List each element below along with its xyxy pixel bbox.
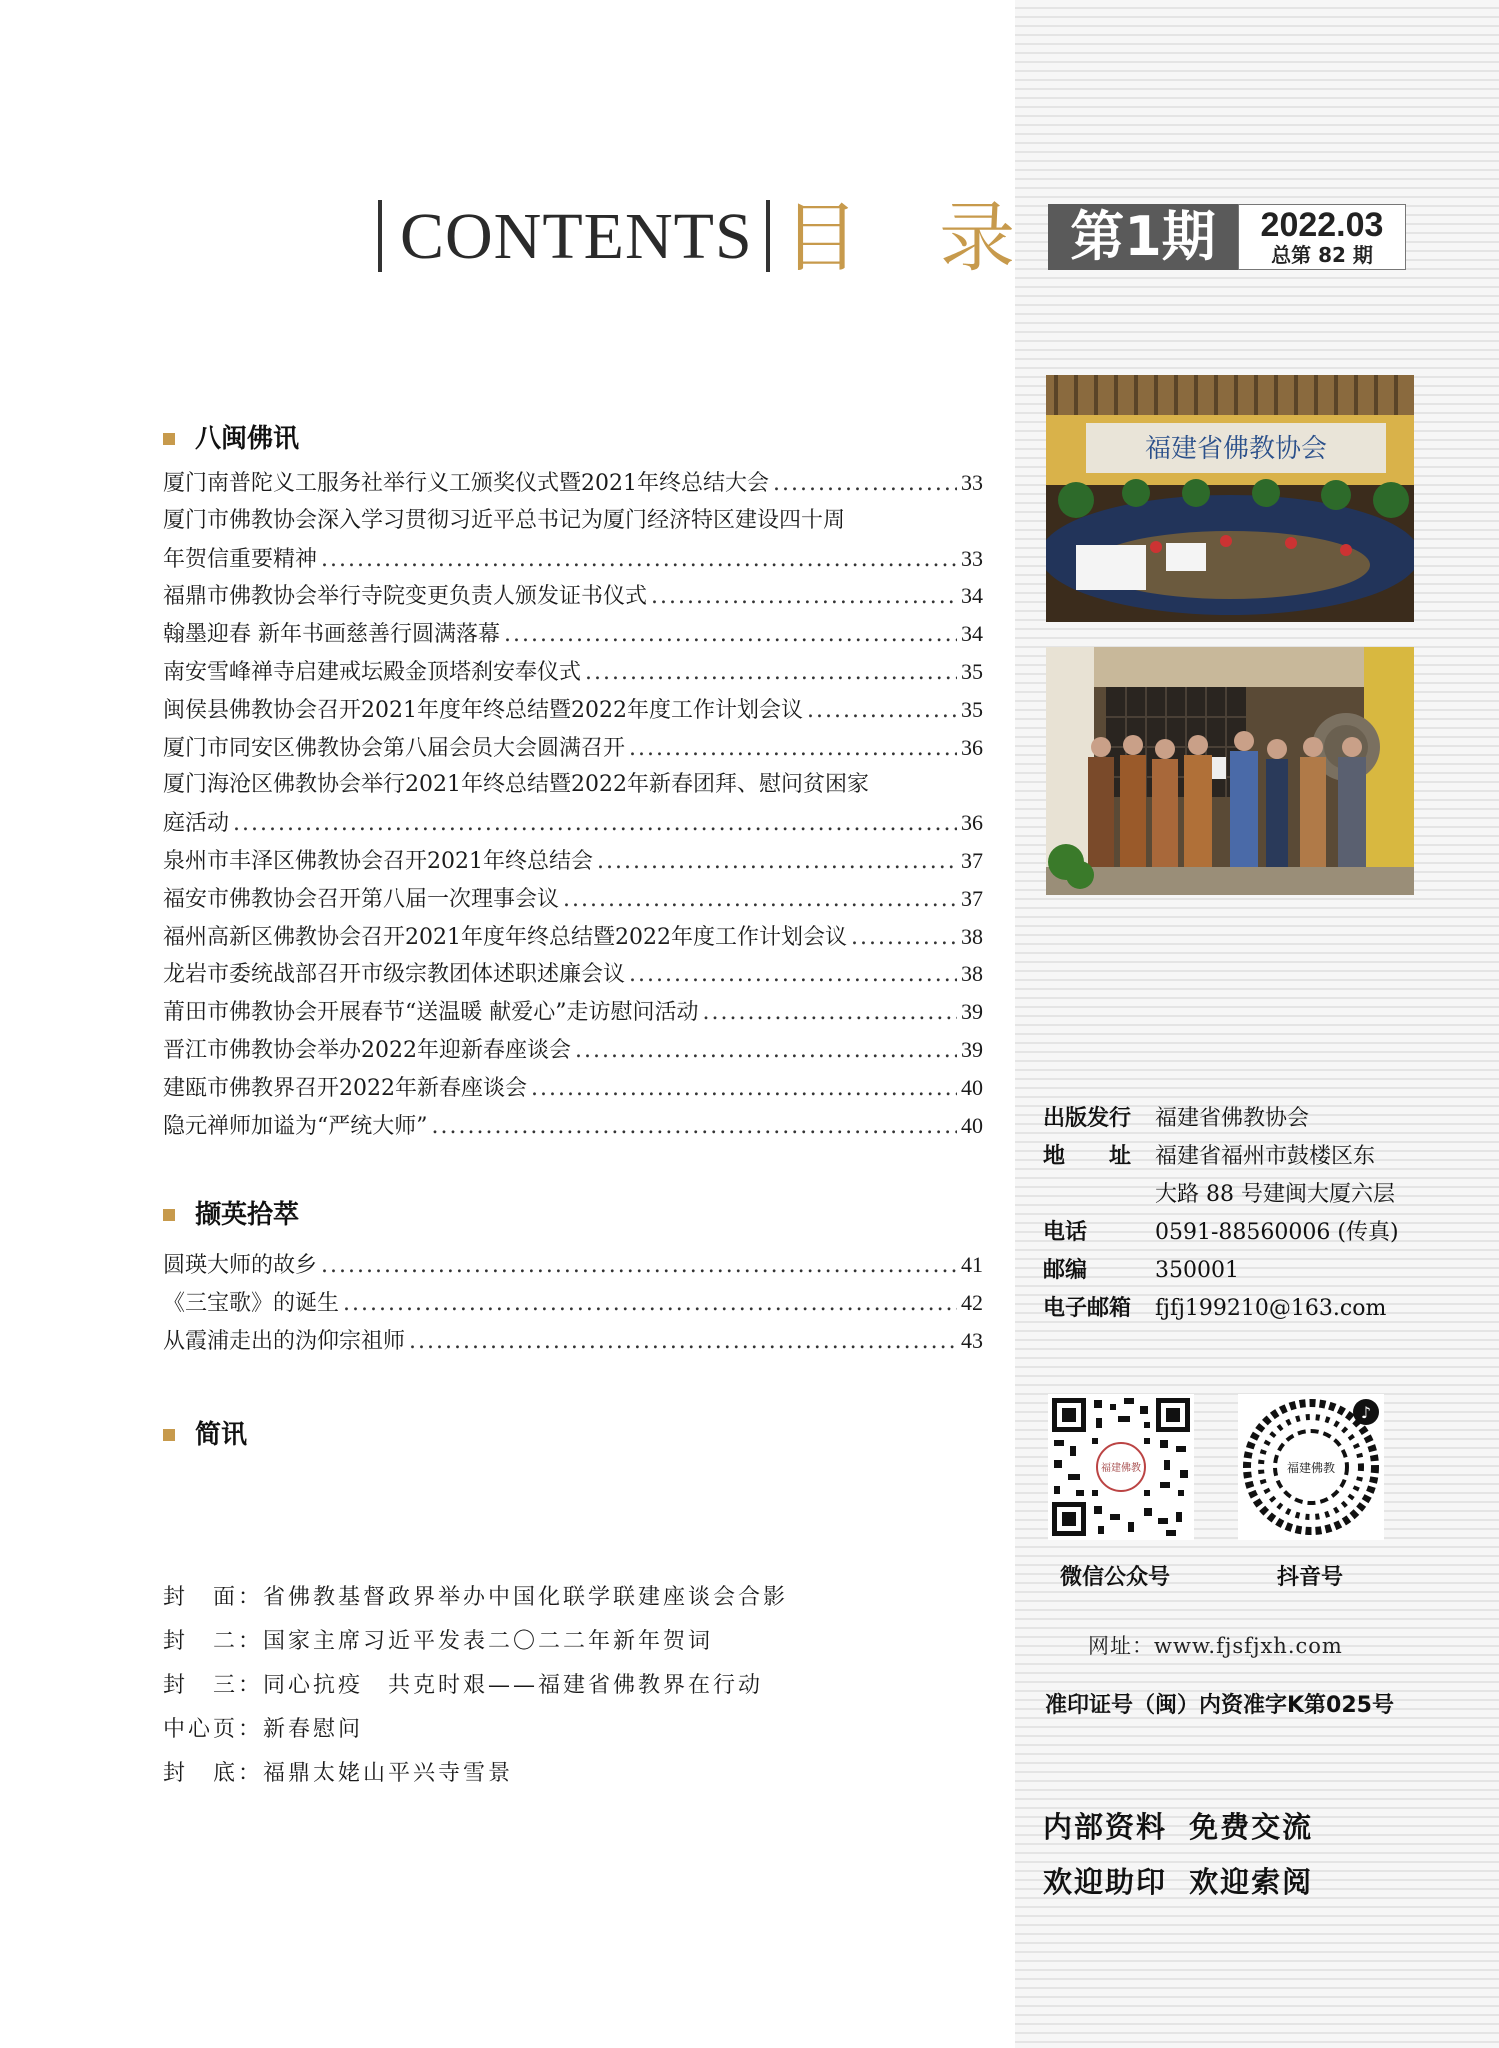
toc-page-number: 38 (961, 961, 983, 987)
toc-leader-dots (807, 692, 957, 730)
toc-entry-title: 晋江市佛教协会举办2022年迎新春座谈会 (163, 1037, 571, 1063)
toc-list-xieying (163, 1246, 983, 1359)
toc-leader-dots (343, 1285, 957, 1323)
toc-leader-dots (409, 1323, 957, 1361)
section-title-text: 八闽佛讯 (195, 424, 300, 454)
toc-entry-title: 龙岩市委统战部召开市级宗教团体述职述廉会议 (163, 962, 626, 988)
toc-page-number: 33 (961, 470, 983, 495)
toc-entry[interactable] (163, 464, 983, 502)
toc-entry-title: 庭活动 (163, 811, 230, 837)
toc-leader-dots (321, 1247, 957, 1285)
email-key: 电子邮箱 (1043, 1296, 1132, 1321)
toc-entry-title: 建瓯市佛教界召开2022年新春座谈会 (163, 1075, 527, 1101)
toc-leader-dots (773, 465, 957, 503)
toc-page-number: 35 (961, 658, 983, 684)
publisher-row (1043, 1100, 1483, 1138)
publisher-key: 出版发行 (1043, 1106, 1132, 1131)
toc-leader-dots (651, 578, 957, 616)
toc-entry-title: 隐元禅师加谥为“严统大师” (163, 1113, 428, 1139)
print-permit: 准印证号（闽）内资准字K第025号 (1045, 1693, 1394, 1718)
slogan-line-1: 内部资料 免费交流 (1043, 1810, 1314, 1844)
cover-note: 封 二：国家主席习近平发表二〇二二年新年贺词 (163, 1629, 714, 1654)
toc-page-number: 34 (961, 621, 983, 647)
wechat-qr-code[interactable] (1048, 1394, 1194, 1540)
toc-page-number: 34 (961, 583, 983, 609)
toc-leader-dots (851, 919, 957, 957)
toc-entry-title: 厦门海沧区佛教协会举行2021年终总结暨2022年新春团拜、慰问贫困家 (163, 772, 869, 798)
section-title-xieying (163, 1198, 299, 1232)
toc-page-number: 42 (961, 1289, 983, 1315)
toc-entry-title: 翰墨迎春 新年书画慈善行圆满落幕 (163, 622, 500, 648)
douyin-qr-icon (1238, 1394, 1384, 1540)
toc-entry[interactable] (163, 615, 983, 653)
toc-entry[interactable] (163, 842, 983, 880)
address-row-2 (1043, 1176, 1483, 1214)
toc-entry[interactable] (163, 880, 983, 918)
slogan-line-2: 欢迎助印 欢迎索阅 (1043, 1865, 1314, 1899)
section-title-text: 简讯 (195, 1420, 248, 1450)
toc-entry[interactable] (163, 1107, 983, 1145)
wechat-qr-icon (1048, 1394, 1194, 1540)
toc-page-number: 37 (961, 847, 983, 873)
toc-leader-dots (563, 881, 957, 919)
toc-page-number: 41 (961, 1252, 983, 1277)
toc-entry-title: 南安雪峰禅寺启建戒坛殿金顶塔刹安奉仪式 (163, 659, 582, 685)
toc-page-number: 38 (961, 923, 983, 949)
toc-entry-title: 年贺信重要精神 (163, 546, 318, 572)
toc-leader-dots (629, 730, 957, 768)
issue-date-box (1238, 204, 1406, 270)
douyin-label: 抖音号 (1277, 1565, 1344, 1590)
issue-number: 第1期 (1048, 204, 1238, 270)
toc-page-number: 36 (961, 810, 983, 836)
toc-entry-title: 福安市佛教协会召开第八届一次理事会议 (163, 886, 560, 912)
douyin-logo-icon: ♪ (1360, 1403, 1372, 1422)
issue-date: 2022.03 (1260, 206, 1384, 244)
toc-leader-dots (597, 843, 957, 881)
address-row (1043, 1138, 1483, 1176)
toc-list-baminfoxun (163, 464, 983, 1144)
toc-entry[interactable] (163, 918, 983, 956)
email-row (1043, 1290, 1483, 1328)
toc-leader-dots (575, 1032, 957, 1070)
toc-leader-dots (233, 805, 957, 843)
toc-entry[interactable] (163, 1031, 983, 1069)
toc-leader-dots (585, 654, 957, 692)
toc-entry[interactable] (163, 993, 983, 1031)
meeting-photo-image (1046, 375, 1414, 622)
toc-page-number: 40 (961, 1112, 983, 1138)
toc-leader-dots (432, 1108, 958, 1146)
group-photo-image (1046, 647, 1414, 895)
mulu-title: 目 录 (783, 193, 1044, 282)
toc-entry-title: 莆田市佛教协会开展春节“送温暖 献爱心”走访慰问活动 (163, 1000, 699, 1026)
toc-entry[interactable] (163, 766, 983, 804)
contents-title: CONTENTS (400, 200, 753, 273)
phone-value: 0591-88560006 (传真) (1155, 1220, 1399, 1245)
publisher-info (1043, 1100, 1483, 1328)
meeting-banner-text: 福建省佛教协会 (1144, 434, 1328, 464)
address-value: 福建省福州市鼓楼区东 (1155, 1144, 1376, 1169)
wechat-qr-center-text: 福建佛教 (1101, 1463, 1141, 1474)
address-value-2: 大路 88 号建闽大厦六层 (1155, 1182, 1395, 1207)
toc-entry[interactable] (163, 540, 983, 578)
toc-page-number: 39 (961, 999, 983, 1025)
postcode-row (1043, 1252, 1483, 1290)
toc-entry-title: 厦门市同安区佛教协会第八届会员大会圆满召开 (163, 735, 626, 761)
postcode-value: 350001 (1155, 1258, 1239, 1283)
right-panel (1015, 0, 1499, 2048)
wechat-label: 微信公众号 (1060, 1565, 1171, 1590)
group-photo (1046, 647, 1414, 895)
toc-entry-title: 《三宝歌》的诞生 (163, 1290, 340, 1316)
toc-leader-dots (629, 956, 957, 994)
toc-entry[interactable] (163, 804, 983, 842)
toc-entry[interactable] (163, 577, 983, 615)
cover-note: 封 底：福鼎太姥山平兴寺雪景 (163, 1761, 514, 1786)
toc-page-number: 43 (961, 1327, 983, 1353)
toc-page-number: 40 (961, 1074, 983, 1100)
cover-notes (163, 1576, 788, 1796)
section-title-baminfoxun (163, 422, 299, 456)
header-bar-left (378, 200, 382, 272)
section-title-jianxun (163, 1418, 247, 1452)
section-title-text: 撷英拾萃 (195, 1200, 300, 1230)
toc-entry[interactable] (163, 729, 983, 767)
toc-entry[interactable] (163, 653, 983, 691)
section-bullet (163, 433, 175, 445)
toc-entry[interactable] (163, 1246, 983, 1284)
email-value: fjfj199210@163.com (1155, 1296, 1387, 1321)
total-issue: 总第 82 期 (1271, 243, 1373, 267)
douyin-qr-center-text: 福建佛教 (1286, 1461, 1336, 1475)
postcode-key: 邮编 (1043, 1258, 1088, 1283)
toc-entry-title: 圆瑛大师的故乡 (163, 1253, 318, 1278)
phone-row (1043, 1214, 1483, 1252)
cover-note: 封 面：省佛教基督政界举办中国化联学联建座谈会合影 (163, 1585, 789, 1610)
toc-entry[interactable] (163, 1284, 983, 1322)
toc-entry[interactable] (163, 691, 983, 729)
toc-page-number: 33 (961, 545, 983, 571)
toc-leader-dots (531, 1070, 957, 1108)
section-bullet (163, 1429, 175, 1441)
toc-entry-title: 福州高新区佛教协会召开2021年度年终总结暨2022年度工作计划会议 (163, 924, 847, 950)
toc-leader-dots (321, 541, 957, 579)
website-url[interactable]: 网址：www.fjsfjxh.com (1088, 1634, 1343, 1658)
header-bar-mid (766, 200, 770, 272)
address-key: 地 址 (1043, 1144, 1132, 1169)
toc-entry[interactable] (163, 955, 983, 993)
toc-entry-title: 厦门南普陀义工服务社举行义工颁奖仪式暨2021年终总结大会 (163, 471, 769, 496)
toc-entry[interactable] (163, 1069, 983, 1107)
toc-entry-title: 厦门市佛教协会深入学习贯彻习近平总书记为厦门经济特区建设四十周 (163, 507, 846, 533)
toc-leader-dots (504, 616, 957, 654)
toc-entry[interactable] (163, 502, 983, 540)
toc-page-number: 39 (961, 1036, 983, 1062)
cover-note: 封 三：同心抗疫 共克时艰——福建省佛教界在行动 (163, 1673, 764, 1698)
phone-key: 电话 (1043, 1220, 1088, 1245)
cover-note: 中心页：新春慰问 (163, 1717, 364, 1742)
publisher-value: 福建省佛教协会 (1155, 1106, 1310, 1131)
section-bullet (163, 1209, 175, 1221)
toc-leader-dots (703, 994, 958, 1032)
toc-page-number: 36 (961, 734, 983, 760)
toc-entry-title: 福鼎市佛教协会举行寺院变更负责人颁发证书仪式 (163, 584, 648, 610)
toc-page-number: 37 (961, 885, 983, 911)
toc-entry-title: 闽侯县佛教协会召开2021年度年终总结暨2022年度工作计划会议 (163, 697, 803, 723)
douyin-qr-code[interactable] (1238, 1394, 1384, 1540)
address-key-2 (1043, 1176, 1155, 1214)
toc-page-number: 35 (961, 696, 983, 722)
toc-entry-title: 泉州市丰泽区佛教协会召开2021年终总结会 (163, 848, 593, 874)
toc-entry[interactable] (163, 1322, 983, 1360)
meeting-photo (1046, 375, 1414, 622)
toc-entry-title: 从霞浦走出的沩仰宗祖师 (163, 1328, 406, 1354)
